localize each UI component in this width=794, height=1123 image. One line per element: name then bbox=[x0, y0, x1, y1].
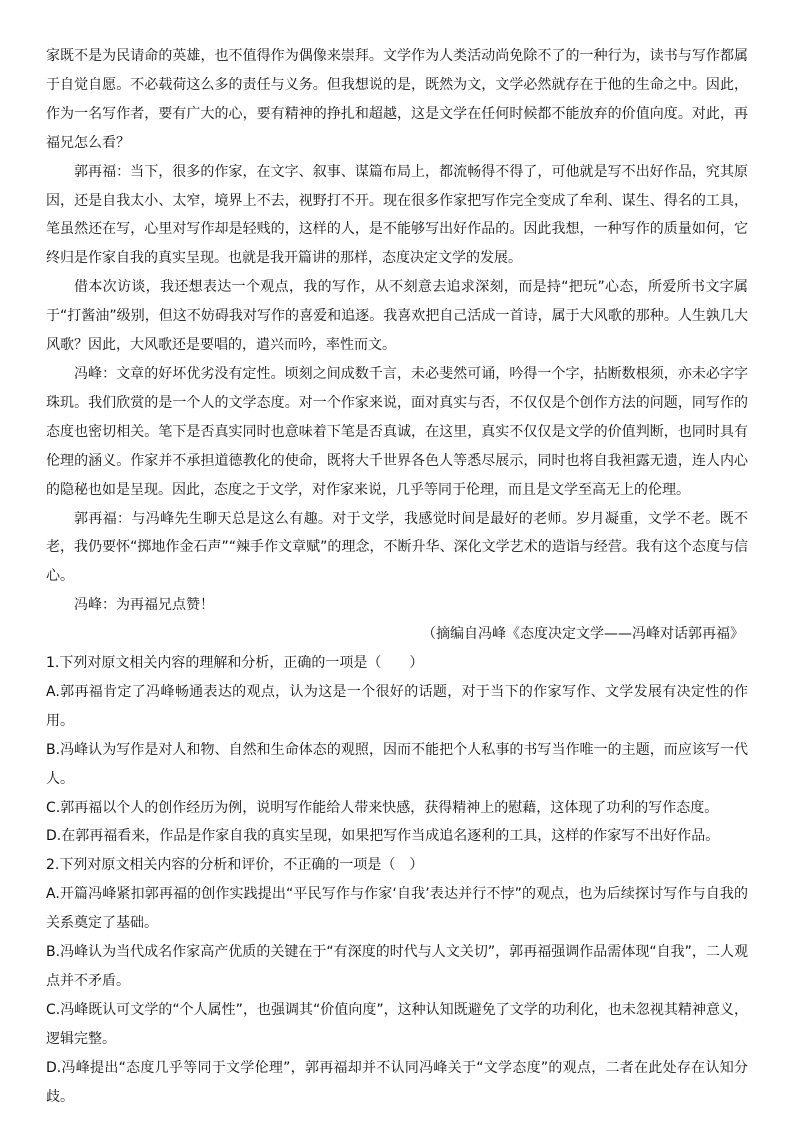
question-1 bbox=[46, 649, 748, 851]
option-a: A.开篇冯峰紧扣郭再福的创作实践提出“平民写作与作家‘自我’表达并行不悖”的观点，也为后续探讨写作与自我的关系奠定了基础。 bbox=[46, 886, 748, 932]
article-paragraph-feng-1: 冯峰：文章的好坏优劣没有定性。顷刻之间成数千言，未必斐然可诵，吟得一个字，拈断数根须，亦未必字字珠玑。我们欣赏的是一个人的文学态度。对一个作家来说，面对真实与否，不仅仅是个创作方法的问题，同写作的态度也密切相关。笔下是否真实同时也意味着下笔是否真诚，在这里，真实不仅仅是文学的价值判断，也同时具有伦理的涵义。作家并不承担道德教化的使命，既将大千世界各色人等悉尽展示，同时也将自我袒露无遗，连人内心的隐秘也如是呈现。因此，态度之于文学，对作家来说，几乎等同于伦理，而且是文学至高无上的伦理。 bbox=[46, 365, 748, 498]
option-d: D.冯峰提出“态度几乎等同于文学伦理”，郭再福却并不认同冯峰关于“文学态度”的观点，二者在此处存在认知分歧。 bbox=[46, 1059, 748, 1105]
article-paragraph-guo-2: 借本次访谈，我还想表达一个观点，我的写作，从不刻意去追求深刻，而是持“把玩”心态，所爱所书文字属于“打酱油”级别，但这不妨碍我对写作的喜爱和追逐。我喜欢把自己活成一首诗，属于大风歌的那种。人生孰几大风歌？因此，大风歌还是要唱的，遣兴而吟，率性而文。 bbox=[46, 279, 748, 354]
article-paragraph-guo-3: 郭再福：与冯峰先生聊天总是这么有趣。对于文学，我感觉时间是最好的老师。岁月凝重，文学不老。既不老，我仍要怀“掷地作金石声”“辣手作文章赋”的理念，不断升华、深化文学艺术的造诣与经营。我有这个态度与信心。 bbox=[46, 510, 748, 585]
option-b: B.冯峰认为写作是对人和物、自然和生命体态的观照，因而不能把个人私事的书写当作唯一的主题，而应该写一代人。 bbox=[46, 741, 748, 787]
document-page bbox=[46, 42, 748, 1112]
option-c: C.冯峰既认可文学的“个人属性”，也强调其“价值向度”，这种认知既避免了文学的功利化，也未忽视其精神意义，逻辑完整。 bbox=[46, 1001, 748, 1047]
question-stem: 2.下列对原文相关内容的分析和评价，不正确的一项是（ ） bbox=[46, 857, 424, 874]
option-b: B.冯峰认为当代成名作家高产优质的关键在于“有深度的时代与人文关切”，郭再福强调作品需体现“自我”，二人观点并不矛盾。 bbox=[46, 944, 748, 989]
question-stem: 1.下列对原文相关内容的理解和分析，正确的一项是（ ） bbox=[46, 655, 424, 672]
article-source: （摘编自冯峰《态度决定文学——冯峰对话郭再福》 bbox=[422, 626, 744, 643]
option-a: A.郭再福肯定了冯峰畅通表达的观点，认为这是一个很好的话题，对于当下的作家写作、文学发展有决定性的作用。 bbox=[46, 683, 748, 729]
article-paragraph-continued: 家既不是为民请命的英雄，也不值得作为偶像来崇拜。文学作为人类活动尚免除不了的一种行为，读书与写作都属于自觉自愿。不必载荷这么多的责任与义务。但我想说的是，既然为文，文学必然就存在于他的生命之中。因此，作为一名写作者，要有广大的心，要有精神的挣扎和超越，这是文学在任何时候都不能放弃的价值向度。对此，再福兄怎么看？ bbox=[46, 48, 748, 151]
article-paragraph-guo-1: 郭再福：当下，很多的作家，在文字、叙事、谋篇布局上，都流畅得不得了，可他就是写不出好作品，究其原因，还是自我太小、太窄，境界上不去，视野打不开。现在很多作家把写作完全变成了牟利、谋生、得名的工具，笔虽然还在写，心里对写作却是轻贱的，这样的人，是不能够写出好作品的。因此我想，一种写作的质量如何，它终归是作家自我的真实呈现。也就是我开篇讲的那样，态度决定文学的发展。 bbox=[46, 163, 748, 267]
question-2 bbox=[46, 851, 748, 1111]
option-d: D.在郭再福看来，作品是作家自我的真实呈现，如果把写作当成追名逐利的工具，这样的作家写不出好作品。 bbox=[46, 828, 720, 845]
article-paragraph-feng-2: 冯峰：为再福兄点赞！ bbox=[74, 597, 214, 614]
option-c: C.郭再福以个人的创作经历为例，说明写作能给人带来快感，获得精神上的慰藉，这体现了功利的写作态度。 bbox=[46, 799, 719, 816]
